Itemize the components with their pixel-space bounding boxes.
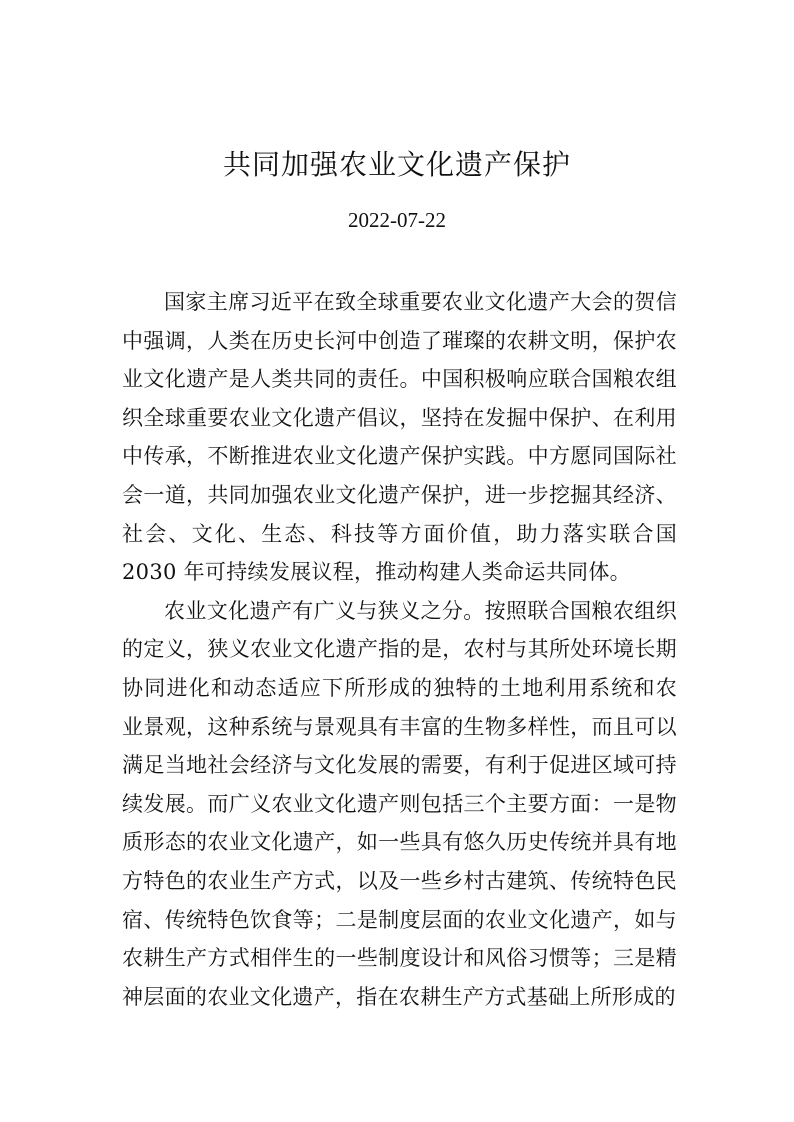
document-title: 共同加强农业文化遗产保护 bbox=[222, 148, 571, 181]
paragraph-1: 国家主席习近平在致全球重要农业文化遗产大会的贺信中强调，人类在历史长河中创造了璀璨的农耕文明，保护农业文化遗产是人类共同的责任。中国积极响应联合国粮农组织全球重要农业文化遗产倡议，坚持在发掘中保护、在利用中传承，不断推进农业文化遗产保护实践。中方愿同国际社会一道，共同加强农业文化遗产保护，进一步挖掘其经济、社会、文化、生态、科技等方面价值，助力落实联合国 2030 年可持续发展议程，推动构建人类命运共同体。 bbox=[122, 290, 677, 585]
publish-date: 2022-07-22 bbox=[348, 208, 446, 232]
article-body bbox=[122, 283, 677, 1016]
paragraph-2: 农业文化遗产有广义与狭义之分。按照联合国粮农组织的定义，狭义农业文化遗产指的是，农村与其所处环境长期协同进化和动态适应下所形成的独特的土地利用系统和农 业景观，这种系统与景观具有丰富的生物多样性，而且可以满足当地社会经济与文化发展的需要，有利于促进区域可持续发展。而广义农业文化遗产则包括三个主要方面：一是物质形态的农业文化遗产，如一些具有悠久历史传统并具有地方特色的农业生产方式，以及一些乡村古建筑、传统特色民宿、传统特色饮食等；二是制度层面的农业文化遗产，如与农耕生产方式相伴生的一些制度设计和风俗习惯等；三是精神层面的农业文化遗产，指在农耕生产方式基础上所形成的 bbox=[122, 598, 677, 1009]
